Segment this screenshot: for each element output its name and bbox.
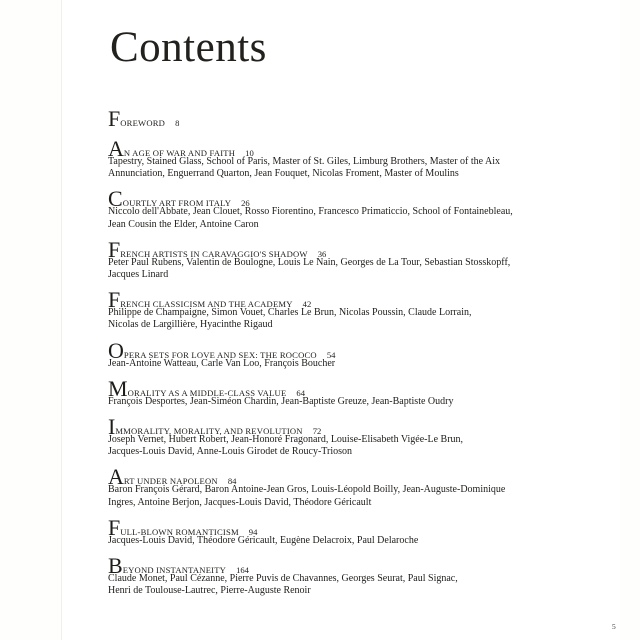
- toc-entry: [108, 106, 588, 131]
- toc-page-number: 42: [302, 299, 312, 310]
- toc-entry: [108, 186, 588, 230]
- toc-heading-text: PERA SETS FOR LOVE AND SEX: THE ROCOCO: [123, 349, 317, 360]
- toc-initial: B: [108, 553, 123, 579]
- toc-artists: [108, 484, 578, 508]
- toc-entry: [108, 236, 588, 281]
- toc-heading-text: N AGE OF WAR AND FAITH: [123, 148, 236, 158]
- toc-artists: [108, 434, 578, 458]
- toc-artists-line: Niccolo dell'Abbate, Jean Clouet, Rosso Fiorentino, Francesco Primaticcio, School of Fontainebleau,: [108, 206, 513, 218]
- toc-initial: O: [108, 337, 124, 363]
- toc-artists: [108, 156, 578, 180]
- toc-artists-line: Tapestry, Stained Glass, School of Paris, Master of St. Giles, Limburg Brothers, Master of the Aix: [108, 156, 501, 167]
- toc-artists-line: Annunciation, Enguerrand Quarton, Jean Fouquet, Nicolas Froment, Master of Moulins: [108, 168, 459, 180]
- toc-artists-line: Peter Paul Rubens, Valentin de Boulogne, Louis Le Nain, Georges de La Tour, Sebastian Stosskopff,: [108, 256, 511, 268]
- toc-page-number: 36: [317, 248, 327, 259]
- toc-entry: [108, 287, 588, 331]
- table-of-contents: [108, 106, 588, 597]
- toc-page-number: 8: [175, 118, 180, 128]
- toc-artists-line: Baron François Gérard, Baron Antoine-Jean Gros, Louis-Léopold Boilly, Jean-Auguste-Dominique: [108, 484, 506, 496]
- toc-initial: A: [108, 464, 124, 490]
- toc-artists-line: Jacques Linard: [108, 269, 169, 281]
- toc-artists-line: Henri de Toulouse-Lautrec, Pierre-Auguste Renoir: [108, 585, 311, 597]
- toc-page-number: 64: [296, 387, 305, 398]
- toc-heading-text: OURTLY ART FROM ITALY: [122, 198, 232, 209]
- toc-initial: A: [108, 136, 124, 161]
- toc-artists-line: Jean Cousin the Elder, Antoine Caron: [108, 218, 259, 230]
- toc-artists-line: François Desportes, Jean-Siméon Chardin, Jean-Baptiste Greuze, Jean-Baptiste Oudry: [108, 395, 454, 407]
- toc-initial: C: [108, 186, 123, 212]
- toc-entry-heading: [108, 106, 588, 131]
- toc-page-number: 54: [326, 349, 336, 360]
- toc-initial: F: [108, 106, 121, 131]
- toc-artists: [108, 307, 578, 331]
- toc-initial: F: [108, 287, 121, 313]
- toc-artists: [108, 535, 578, 547]
- toc-page-number: 84: [227, 476, 237, 487]
- toc-heading-text: RT UNDER NAPOLEON: [123, 476, 218, 487]
- toc-entry: [108, 375, 588, 408]
- toc-entry: [108, 337, 588, 370]
- toc-entry: [108, 136, 588, 180]
- toc-artists: [108, 573, 578, 597]
- toc-artists-line: Claude Monet, Paul Cézanne, Pierre Puvis de Chavannes, Georges Seurat, Paul Signac,: [108, 573, 458, 585]
- toc-entry: [108, 464, 588, 508]
- toc-artists-line: Joseph Vernet, Hubert Robert, Jean-Honoré Fragonard, Louise-Elisabeth Vigée-Le Brun,: [108, 434, 464, 446]
- toc-initial: F: [108, 236, 121, 262]
- toc-heading-text: MMORALITY, MORALITY, AND REVOLUTION: [115, 426, 303, 437]
- toc-artists-line: Ingres, Antoine Berjon, Jacques-Louis David, Théodore Géricault: [108, 496, 372, 508]
- toc-heading-text: EYOND INSTANTANEITY: [122, 565, 227, 576]
- toc-heading-text: RENCH ARTISTS IN CARAVAGGIO'S SHADOW: [120, 248, 308, 259]
- toc-page-number: 72: [312, 426, 322, 437]
- toc-artists-line: Jean-Antoine Watteau, Carle Van Loo, François Boucher: [108, 357, 336, 369]
- toc-initial: I: [108, 414, 116, 440]
- toc-page-number: 10: [245, 148, 254, 158]
- toc-artists: [108, 206, 578, 230]
- toc-artists-line: Philippe de Champaigne, Simon Vouet, Charles Le Brun, Nicolas Poussin, Claude Lorrain,: [108, 307, 472, 319]
- toc-entry: [108, 514, 588, 547]
- toc-artists-line: Nicolas de Largillière, Hyacinthe Rigaud: [108, 319, 273, 331]
- toc-heading-text: ORALITY AS A MIDDLE-CLASS VALUE: [127, 387, 287, 398]
- toc-initial: M: [108, 375, 128, 401]
- toc-entry: [108, 553, 588, 597]
- toc-heading-text: ULL-BLOWN ROMANTICISM: [120, 526, 239, 537]
- toc-initial: F: [108, 514, 121, 540]
- toc-page-number: 94: [248, 526, 258, 537]
- toc-entry: [108, 414, 588, 458]
- toc-artists: [108, 257, 578, 281]
- toc-heading-text: RENCH CLASSICISM AND THE ACADEMY: [120, 299, 293, 310]
- toc-heading-text: OREWORD: [120, 118, 166, 128]
- toc-artists: [108, 396, 578, 408]
- toc-page-number: 26: [241, 198, 250, 209]
- page-number: 5: [612, 622, 616, 631]
- toc-page-number: 164: [236, 565, 249, 576]
- toc-artists-line: Jacques-Louis David, Théodore Géricault, Eugène Delacroix, Paul Delaroche: [108, 534, 419, 546]
- toc-artists-line: Jacques-Louis David, Anne-Louis Girodet de Roucy-Trioson: [108, 446, 353, 458]
- toc-artists: [108, 358, 578, 370]
- page-title: Contents: [110, 24, 267, 71]
